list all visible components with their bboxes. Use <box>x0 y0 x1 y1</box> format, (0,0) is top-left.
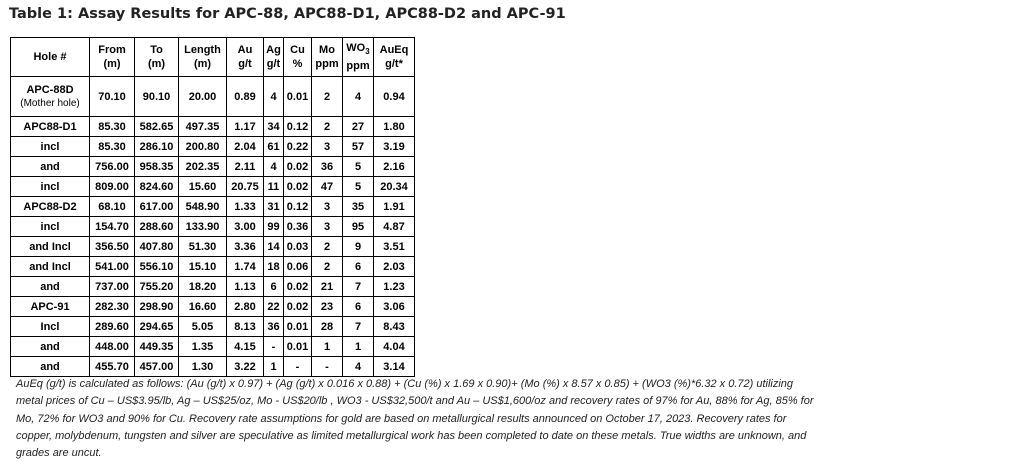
cell: 3.22 <box>227 357 264 377</box>
cell: 47 <box>312 177 343 197</box>
cell: 0.02 <box>284 157 312 177</box>
cell: 824.60 <box>135 177 179 197</box>
cell-hole: APC-88D (Mother hole) <box>11 77 90 117</box>
cell: 455.70 <box>90 357 135 377</box>
cell: 133.90 <box>179 217 227 237</box>
cell: 288.60 <box>135 217 179 237</box>
cell: 0.36 <box>284 217 312 237</box>
cell: 2 <box>312 237 343 257</box>
cell-hole: incl <box>11 177 90 197</box>
cell: 3.06 <box>374 297 415 317</box>
cell: 1.17 <box>227 117 264 137</box>
assay-results-table <box>10 37 415 377</box>
header-to: To (m) <box>135 38 179 77</box>
cell: 0.01 <box>284 317 312 337</box>
cell: - <box>284 357 312 377</box>
cell: 22 <box>264 297 284 317</box>
cell: 2 <box>312 257 343 277</box>
cell: 617.00 <box>135 197 179 217</box>
cell: 3.51 <box>374 237 415 257</box>
cell: 34 <box>264 117 284 137</box>
cell: 0.89 <box>227 77 264 117</box>
cell-hole: APC88-D2 <box>11 197 90 217</box>
cell: 449.35 <box>135 337 179 357</box>
cell: 5 <box>343 157 374 177</box>
cell: 0.02 <box>284 277 312 297</box>
header-cu: Cu % <box>284 38 312 77</box>
cell: 1.23 <box>374 277 415 297</box>
cell: 3.36 <box>227 237 264 257</box>
table-row <box>11 137 415 157</box>
header-wo3: $WO_3$ ppm <box>343 38 374 77</box>
cell: 958.35 <box>135 157 179 177</box>
cell: 1 <box>343 337 374 357</box>
cell: 200.80 <box>179 137 227 157</box>
table-row <box>11 237 415 257</box>
table-row <box>11 357 415 377</box>
cell: - <box>264 337 284 357</box>
cell: 457.00 <box>135 357 179 377</box>
cell: 0.94 <box>374 77 415 117</box>
cell: 61 <box>264 137 284 157</box>
cell: 6 <box>343 297 374 317</box>
cell: 0.01 <box>284 77 312 117</box>
table-header-row <box>11 38 415 77</box>
cell: 1.33 <box>227 197 264 217</box>
cell: 1 <box>312 337 343 357</box>
cell: 99 <box>264 217 284 237</box>
cell: 5 <box>343 177 374 197</box>
cell: 8.43 <box>374 317 415 337</box>
cell: 1.80 <box>374 117 415 137</box>
table-title: Table 1: Assay Results for APC-88, APC88-D1, APC88-D2 and APC-91 <box>9 6 566 22</box>
cell: 1.35 <box>179 337 227 357</box>
cell-hole: and Incl <box>11 237 90 257</box>
cell: 2 <box>312 77 343 117</box>
cell: 356.50 <box>90 237 135 257</box>
cell: 1.30 <box>179 357 227 377</box>
cell: 7 <box>343 317 374 337</box>
cell: 0.22 <box>284 137 312 157</box>
table-row <box>11 277 415 297</box>
cell: 202.35 <box>179 157 227 177</box>
cell: 755.20 <box>135 277 179 297</box>
cell: 1.74 <box>227 257 264 277</box>
cell: 3.00 <box>227 217 264 237</box>
cell: 15.10 <box>179 257 227 277</box>
header-ag: Ag g/t <box>264 38 284 77</box>
table-row <box>11 177 415 197</box>
cell: 11 <box>264 177 284 197</box>
cell: 2 <box>312 117 343 137</box>
table-row <box>11 257 415 277</box>
cell: 154.70 <box>90 217 135 237</box>
cell: 21 <box>312 277 343 297</box>
cell: 809.00 <box>90 177 135 197</box>
cell: 20.00 <box>179 77 227 117</box>
cell: 9 <box>343 237 374 257</box>
cell: 2.11 <box>227 157 264 177</box>
footnote: AuEq (g/t) is calculated as follows: (Au (g/t) x 0.97) + (Ag (g/t) x 0.016 x 0.88) + (Cu (%) x 1.69 x 0.90)+ (Mo (%) x 8.57 x 0.85) + (WO3 (%)*6.32 x 0.72) utilizing metal prices of Cu – US$3.95/lb, Ag – US$25/oz, Mo - US$20/lb , WO3 - US$32,500/t and Au – US$1,600/oz and recovery rates of 97% for Au, 88% for Ag, 85% for Mo, 72% for WO3 and 90% for Cu. Recovery rate assumptions for gold are based on metallurgical results announced on October 17, 2023. Recovery rates for copper, molybdenum, tungsten and silver are speculative as limited metallurgical work has been completed to date on these metals. True widths are unknown, and grades are uncut. <box>16 378 814 460</box>
cell: 3.19 <box>374 137 415 157</box>
cell: 4.15 <box>227 337 264 357</box>
header-length: Length (m) <box>179 38 227 77</box>
cell: 298.90 <box>135 297 179 317</box>
cell: 548.90 <box>179 197 227 217</box>
cell: 3 <box>312 137 343 157</box>
cell: 14 <box>264 237 284 257</box>
cell: 51.30 <box>179 237 227 257</box>
table-row <box>11 157 415 177</box>
cell: 90.10 <box>135 77 179 117</box>
cell: 582.65 <box>135 117 179 137</box>
cell: 20.75 <box>227 177 264 197</box>
cell: 2.04 <box>227 137 264 157</box>
table-row <box>11 117 415 137</box>
cell: 6 <box>343 257 374 277</box>
cell: 282.30 <box>90 297 135 317</box>
cell: 541.00 <box>90 257 135 277</box>
cell: 0.12 <box>284 197 312 217</box>
cell: 4 <box>343 357 374 377</box>
cell: 16.60 <box>179 297 227 317</box>
cell: 27 <box>343 117 374 137</box>
table-row <box>11 297 415 317</box>
header-from: From (m) <box>90 38 135 77</box>
cell: 0.06 <box>284 257 312 277</box>
cell: 294.65 <box>135 317 179 337</box>
cell-hole: and Incl <box>11 257 90 277</box>
cell: 8.13 <box>227 317 264 337</box>
cell: 2.16 <box>374 157 415 177</box>
cell: 4 <box>264 157 284 177</box>
cell: 448.00 <box>90 337 135 357</box>
cell: 68.10 <box>90 197 135 217</box>
cell: 18.20 <box>179 277 227 297</box>
cell: 286.10 <box>135 137 179 157</box>
cell: 737.00 <box>90 277 135 297</box>
header-aueq: AuEq g/t* <box>374 38 415 77</box>
header-au: Au g/t <box>227 38 264 77</box>
cell-hole: incl <box>11 217 90 237</box>
cell: 0.03 <box>284 237 312 257</box>
cell: 85.30 <box>90 137 135 157</box>
cell: 1.91 <box>374 197 415 217</box>
cell-hole: and <box>11 337 90 357</box>
cell: 497.35 <box>179 117 227 137</box>
cell-hole: and <box>11 357 90 377</box>
cell: 407.80 <box>135 237 179 257</box>
cell: 23 <box>312 297 343 317</box>
cell: 0.01 <box>284 337 312 357</box>
cell: 4 <box>343 77 374 117</box>
cell: 95 <box>343 217 374 237</box>
cell: 85.30 <box>90 117 135 137</box>
cell-hole: APC-91 <box>11 297 90 317</box>
cell: 15.60 <box>179 177 227 197</box>
table-row <box>11 317 415 337</box>
cell-hole: APC88-D1 <box>11 117 90 137</box>
cell: 1 <box>264 357 284 377</box>
cell: 18 <box>264 257 284 277</box>
cell: 6 <box>264 277 284 297</box>
cell-hole: and <box>11 157 90 177</box>
cell: 0.02 <box>284 297 312 317</box>
cell: - <box>312 357 343 377</box>
cell: 1.13 <box>227 277 264 297</box>
cell: 289.60 <box>90 317 135 337</box>
cell: 7 <box>343 277 374 297</box>
cell: 3.14 <box>374 357 415 377</box>
cell-hole: and <box>11 277 90 297</box>
table-row <box>11 77 415 117</box>
cell-hole: Incl <box>11 317 90 337</box>
cell: 0.02 <box>284 177 312 197</box>
cell: 20.34 <box>374 177 415 197</box>
cell: 70.10 <box>90 77 135 117</box>
cell: 556.10 <box>135 257 179 277</box>
table-row <box>11 197 415 217</box>
cell: 3 <box>312 217 343 237</box>
cell: 5.05 <box>179 317 227 337</box>
cell: 2.80 <box>227 297 264 317</box>
cell: 3 <box>312 197 343 217</box>
header-hole: Hole # <box>11 38 90 77</box>
table-row <box>11 217 415 237</box>
cell: 4.87 <box>374 217 415 237</box>
cell: 31 <box>264 197 284 217</box>
cell: 756.00 <box>90 157 135 177</box>
cell: 28 <box>312 317 343 337</box>
cell: 35 <box>343 197 374 217</box>
cell: 0.12 <box>284 117 312 137</box>
cell: 4 <box>264 77 284 117</box>
cell: 57 <box>343 137 374 157</box>
cell-hole: incl <box>11 137 90 157</box>
header-mo: Mo ppm <box>312 38 343 77</box>
cell: 36 <box>264 317 284 337</box>
cell: 2.03 <box>374 257 415 277</box>
cell: 4.04 <box>374 337 415 357</box>
table-row <box>11 337 415 357</box>
cell: 36 <box>312 157 343 177</box>
